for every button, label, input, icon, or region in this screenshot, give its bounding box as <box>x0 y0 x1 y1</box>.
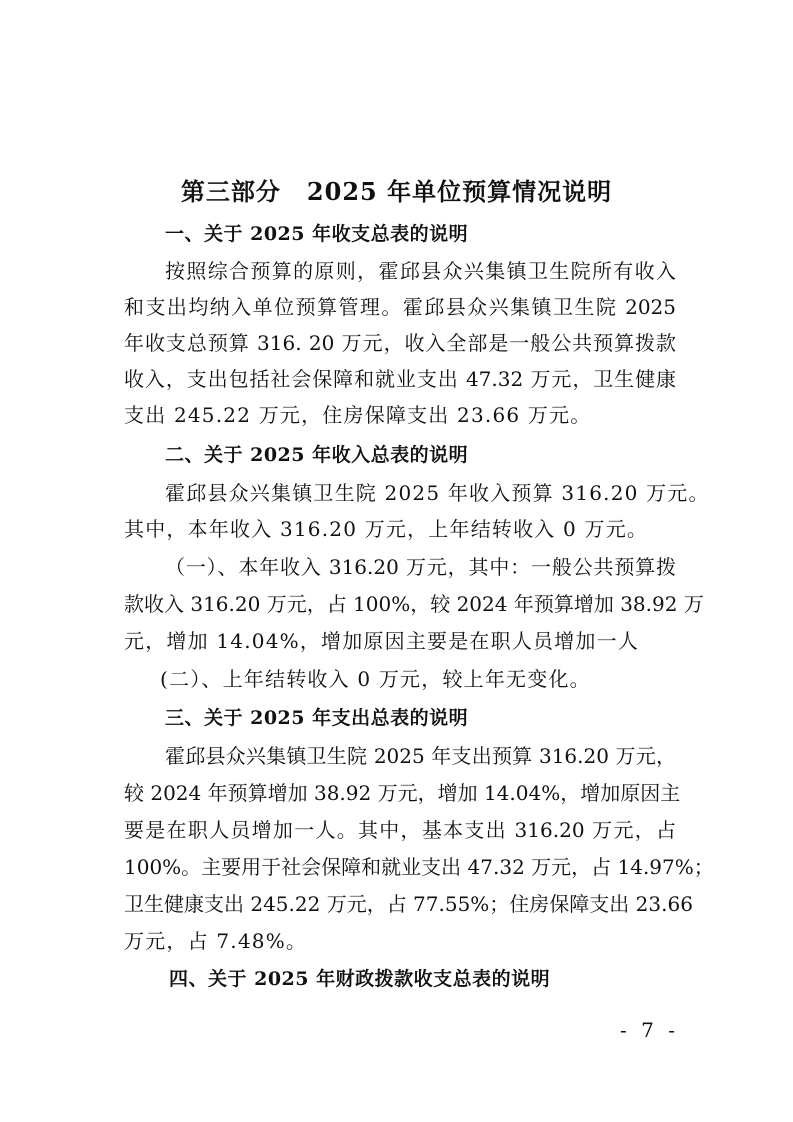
title-text: 2025 年单位预算情况说明 <box>306 177 613 206</box>
paragraph-line: 和支出均纳入单位预算管理。霍邱县众兴集镇卫生院 2025 <box>124 295 676 319</box>
section-heading-1: 一、关于 2025 年收支总表的说明 <box>165 223 469 245</box>
paragraph-line: 款收入 316.20 万元，占 100%，较 2024 年预算增加 38.92 万 <box>124 592 704 616</box>
title-part: 第三部分 <box>180 177 281 206</box>
paragraph-line: （一）、本年收入 316.20 万元，其中：一般公共预算拨 <box>165 555 676 579</box>
paragraph-line: 霍邱县众兴集镇卫生院 2025 年收入预算 316.20 万元。 <box>165 481 710 505</box>
paragraph-line: 按照综合预算的原则，霍邱县众兴集镇卫生院所有收入 <box>165 259 676 283</box>
page-title <box>0 172 793 212</box>
paragraph-line: 万元，占 7.48%。 <box>124 929 308 953</box>
section-heading-4: 四、关于 2025 年财政拨款收支总表的说明 <box>169 968 551 990</box>
paragraph-line: 100%。主要用于社会保障和就业支出 47.32 万元，占 14.97%； <box>124 855 714 879</box>
paragraph-line: 较 2024 年预算增加 38.92 万元，增加 14.04%，增加原因主 <box>124 781 681 805</box>
paragraph-line: 支出 245.22 万元，住房保障支出 23.66 万元。 <box>124 403 592 427</box>
paragraph-line: 元，增加 14.04%，增加原因主要是在职人员增加一人 <box>124 629 640 653</box>
paragraph-line: 其中，本年收入 316.20 万元，上年结转收入 0 万元。 <box>124 517 649 541</box>
paragraph-line: 卫生健康支出 245.22 万元，占 77.55%；住房保障支出 23.66 <box>124 892 693 916</box>
section-heading-3: 三、关于 2025 年支出总表的说明 <box>165 707 469 729</box>
section-heading-2: 二、关于 2025 年收入总表的说明 <box>165 444 469 466</box>
paragraph-line: (二）、上年结转收入 0 万元，较上年无变化。 <box>160 667 591 691</box>
paragraph-line: 年收支总预算 316. 20 万元，收入全部是一般公共预算拨款 <box>124 331 676 355</box>
paragraph-line: 要是在职人员增加一人。其中，基本支出 316.20 万元，占 <box>124 818 676 842</box>
page-number: - 7 - <box>620 1018 679 1042</box>
paragraph-line: 收入，支出包括社会保障和就业支出 47.32 万元，卫生健康 <box>124 367 676 391</box>
paragraph-line: 霍邱县众兴集镇卫生院 2025 年支出预算 316.20 万元， <box>165 744 676 768</box>
